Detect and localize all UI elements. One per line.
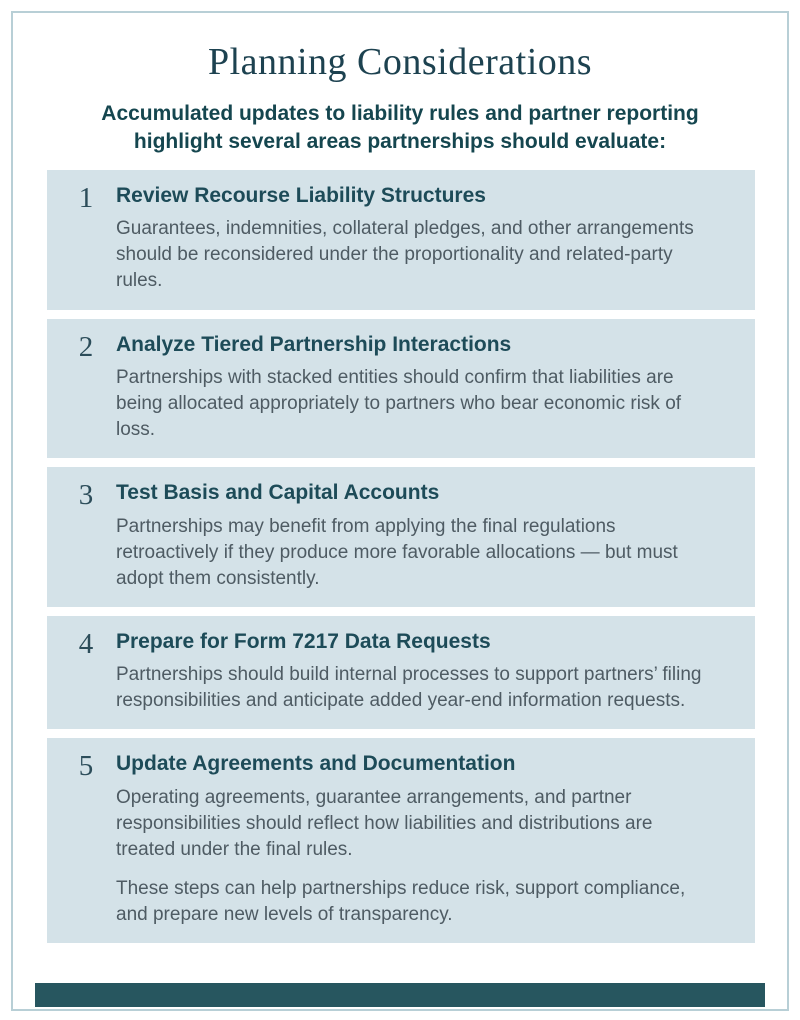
item-number: 5 [78, 750, 94, 783]
considerations-list [13, 170, 787, 943]
item-number: 2 [78, 330, 94, 363]
item-content [116, 183, 725, 295]
item-heading: Review Recourse Liability Structures [116, 183, 486, 207]
item-content [116, 629, 725, 715]
list-item-5 [47, 738, 755, 943]
list-item-4 [47, 616, 755, 730]
item-heading: Prepare for Form 7217 Data Requests [116, 629, 491, 653]
item-body: Operating agreements, guarantee arrangements, and partner responsibilities should reflect how liabilities and distributions are treated under the final rules. [116, 787, 653, 861]
page-subtitle: Accumulated updates to liability rules and partner reporting highlight several areas partnerships should evaluate: [101, 102, 699, 153]
footer-accent-bar [35, 983, 765, 1007]
list-item-2 [47, 319, 755, 459]
item-body: Guarantees, indemnities, collateral pledges, and other arrangements should be reconsidered under the proportionality and related-party rules. [116, 218, 694, 292]
item-number: 1 [78, 181, 94, 214]
item-content [116, 480, 725, 592]
item-heading: Test Basis and Capital Accounts [116, 481, 440, 505]
item-number: 4 [78, 627, 94, 660]
item-heading: Analyze Tiered Partnership Interactions [116, 332, 512, 356]
item-content [116, 332, 725, 444]
item-body: Partnerships with stacked entities should confirm that liabilities are being allocated appropriately to partners who bear economic risk of loss. [116, 367, 682, 441]
item-heading: Update Agreements and Documentation [116, 752, 516, 776]
item-body: Partnerships should build internal processes to support partners’ filing responsibilities and anticipate added year-end information requests. [116, 664, 702, 712]
page-title: Planning Considerations [207, 41, 593, 83]
item-body: Partnerships may benefit from applying the final regulations retroactively if they produce more favorable allocations — but must adopt them consistently. [116, 515, 678, 589]
list-item-1 [47, 170, 755, 310]
item-number: 3 [78, 479, 94, 512]
document-frame [11, 11, 789, 1011]
item-content [116, 751, 725, 928]
list-item-3 [47, 467, 755, 607]
item-closing-note: These steps can help partnerships reduce risk, support compliance, and prepare new levels of transparency. [116, 878, 686, 926]
